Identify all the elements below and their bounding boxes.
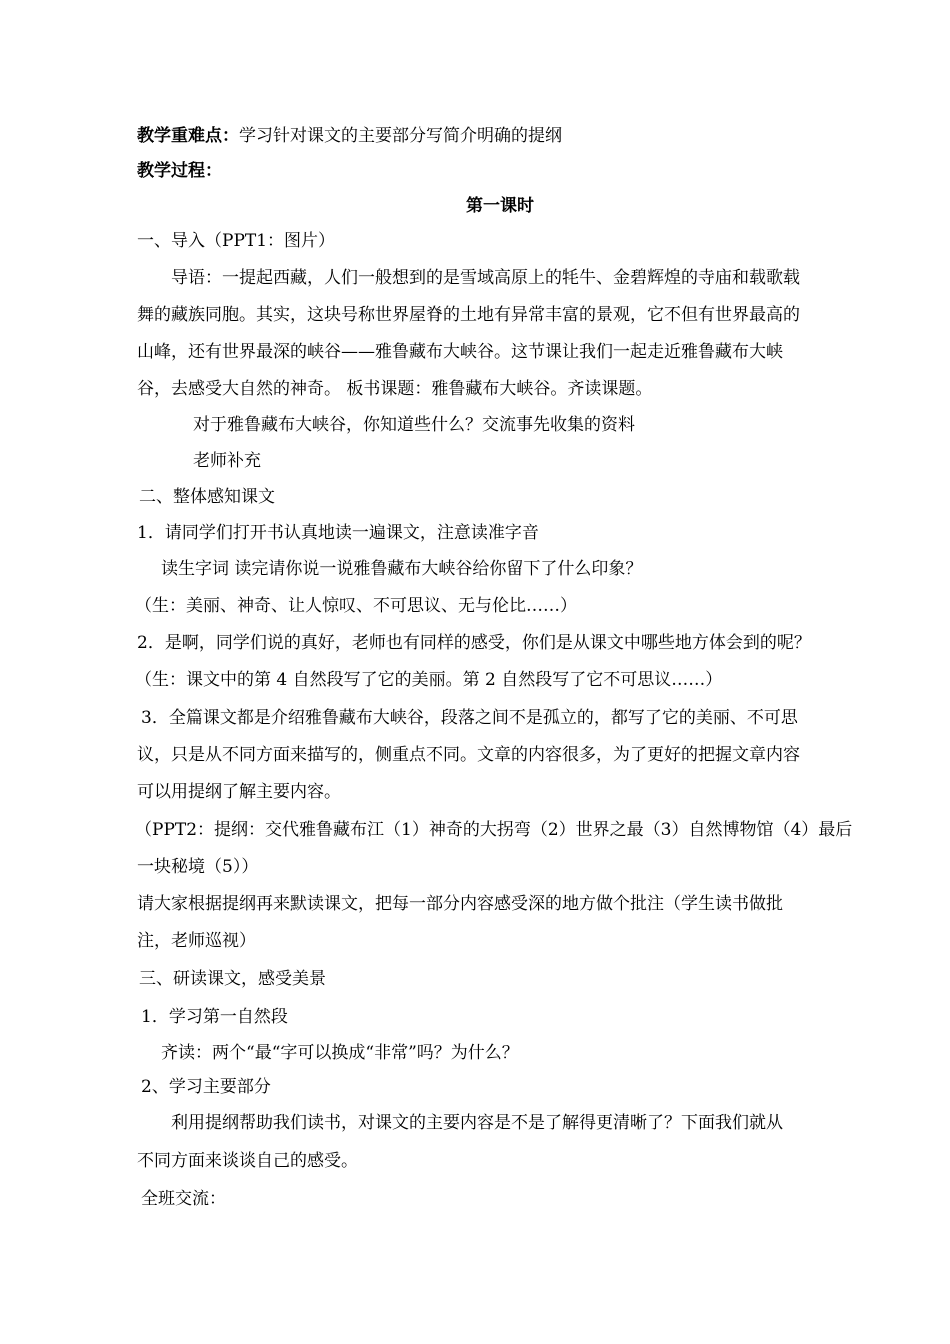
session-title: 第一课时 (466, 196, 534, 216)
paragraph-line: 齐读：两个“最“字可以换成“非常”吗？为什么？ (161, 1043, 519, 1063)
paragraph-line: 注，老师巡视） (137, 931, 256, 951)
paragraph-line: 读生字词 读完请你说一说雅鲁藏布大峡谷给你留下了什么印象？ (161, 559, 643, 579)
paragraph-line: 对于雅鲁藏布大峡谷，你知道些什么？交流事先收集的资料 (193, 415, 635, 435)
paragraph-line: 请大家根据提纲再来默读课文，把每一部分内容感受深的地方做个批注（学生读书做批 (137, 894, 783, 914)
paragraph-line: 一块秘境（5）） (137, 857, 259, 877)
paragraph-line: 全班交流： (141, 1189, 226, 1209)
paragraph-line: 可以用提纲了解主要内容。 (137, 782, 341, 802)
list-item: 2．是啊，同学们说的真好，老师也有同样的感受，你们是从课文中哪些地方体会到的呢？ (137, 633, 811, 653)
paragraph-line: 不同方面来谈谈自己的感受。 (137, 1151, 358, 1171)
paragraph-line: 议，只是从不同方面来描写的，侧重点不同。文章的内容很多，为了更好的把握文章内容 (137, 745, 800, 765)
list-item: 2、学习主要部分 (141, 1077, 271, 1097)
key-points-text: 学习针对课文的主要部分写简介明确的提纲 (239, 126, 562, 146)
list-item: 1．请同学们打开书认真地读一遍课文，注意读准字音 (137, 523, 539, 543)
paragraph-line: 导语：一提起西藏，人们一般想到的是雪域高原上的牦牛、金碧辉煌的寺庙和载歌载 (171, 268, 800, 288)
key-points-line (137, 126, 562, 146)
section-heading: 二、整体感知课文 (139, 487, 275, 507)
section-heading: 三、研读课文，感受美景 (139, 969, 326, 989)
paragraph-line: （生：美丽、神奇、让人惊叹、不可思议、无与伦比……） (135, 596, 577, 616)
paragraph-line: 舞的藏族同胞。其实，这块号称世界屋脊的土地有异常丰富的景观，它不但有世界最高的 (137, 305, 800, 325)
paragraph-line: 利用提纲帮助我们读书，对课文的主要内容是不是了解得更清晰了？下面我们就从 (171, 1113, 783, 1133)
list-item: 3．全篇课文都是介绍雅鲁藏布大峡谷，段落之间不是孤立的，都写了它的美丽、不可思 (141, 708, 798, 728)
section-heading: 一、导入（PPT1：图片） (137, 231, 336, 251)
key-points-label: 教学重难点： (137, 126, 239, 146)
paragraph-line: 老师补充 (193, 451, 261, 471)
process-label: 教学过程： (137, 161, 222, 181)
paragraph-line: （PPT2：提纲：交代雅鲁藏布江（1）神奇的大拐弯（2）世界之最（3）自然博物馆（4）最后 (135, 820, 853, 840)
paragraph-line: （生：课文中的第 4 自然段写了它的美丽。第 2 自然段写了它不可思议……） (135, 670, 723, 690)
list-item: 1．学习第一自然段 (141, 1007, 288, 1027)
paragraph-line: 山峰，还有世界最深的峡谷——雅鲁藏布大峡谷。这节课让我们一起走近雅鲁藏布大峡 (137, 342, 783, 362)
paragraph-line: 谷，去感受大自然的神奇。 板书课题：雅鲁藏布大峡谷。齐读课题。 (137, 379, 653, 399)
